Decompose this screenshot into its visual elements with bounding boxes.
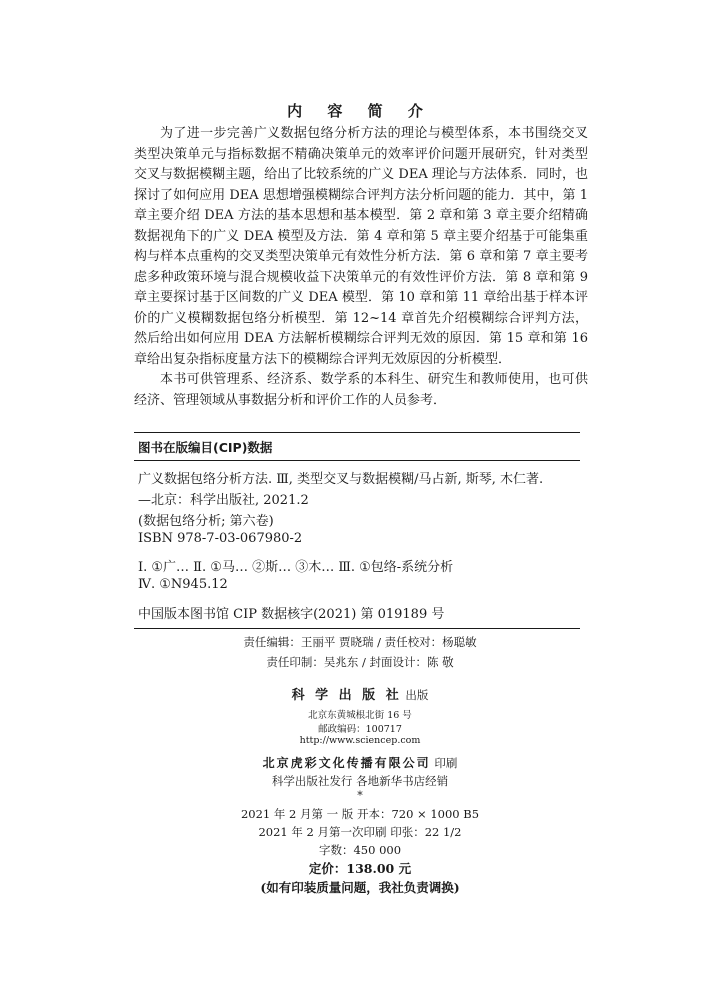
cip-record-number: 中国版本图书馆 CIP 数据核字(2021) 第 019189 号 (138, 607, 445, 622)
intro-paragraph-2: 本书可供管理系、经济系、数学系的本科生、研究生和教师使用，也可供经济、管理领域从事数据分析和评价工作的人员参考． (134, 372, 588, 408)
intro-paragraph-1: 为了进一步完善广义数据包络分析方法的理论与模型体系，本书围绕交叉类型决策单元与指标数据不精确决策单元的效率评价问题开展研究，针对类型交叉与数据模糊主题，给出了比较系统的广义 DEA 理论与方法体系．同时，也探讨了如何应用 DEA 思想增强模糊综合评判方法分析问题的能力．其中，第 1 章主要介绍 DEA 方法的基本思想和基本模型．第 2 章和第 3 章主要介绍精确数据视角下的广义 DEA 模型及方法．第 4 章和第 5 章主要介绍基于可能集重构与样本点重构的交叉类型决策单元有效性分析方法．第 6 章和第 7 章主要考虑多种政策环境与混合规模收益下决策单元的有效性评价方法．第 8 章和第 9 章主要探讨基于区间数的广义 DEA 模型．第 10 章和第 11 章给出基于样本评价的广义模糊数据包络分析模型．第 12~14 章首先介绍模糊综合评判方法，然后给出如何应用 DEA 方法解析模糊综合评判无效的原因．第 15 章和第 16 章给出复杂指标度量方法下的模糊综合评判无效原因的分析模型． (134, 126, 588, 367)
cip-heading-rule (134, 460, 580, 461)
cip-classification-1: Ⅰ. ①广… Ⅱ. ①马… ②斯… ③木… Ⅲ. ①包络-系统分析 (138, 560, 454, 575)
edition-line: 2021 年 2 月第 一 版 开本：720 × 1000 B5 (240, 807, 480, 821)
separator-star: * (357, 789, 363, 802)
intro-text (134, 124, 588, 411)
cip-top-rule (134, 432, 580, 433)
cip-publisher-line: —北京：科学出版社, 2021.2 (138, 493, 309, 508)
distribution-line: 科学出版社发行 各地新华书店经销 (271, 774, 449, 788)
page-title: 内 容 简 介 (287, 102, 433, 120)
credits-editors: 责任编辑：王丽平 贾晓瑞 / 责任校对：杨聪敏 (243, 635, 477, 649)
cip-isbn: ISBN 978-7-03-067980-2 (138, 531, 303, 546)
price: 定价：138.00 元 (308, 861, 412, 876)
printer-suffix: 印刷 (434, 756, 458, 770)
credits-print-design: 责任印制：吴兆东 / 封面设计：陈 敬 (266, 655, 454, 669)
printer-name: 北京虎彩文化传播有限公司 (262, 756, 431, 770)
publisher-url: http://www.sciencep.com (299, 735, 421, 746)
quality-note: (如有印装质量问题，我社负责调换) (260, 880, 460, 895)
cip-bottom-rule (134, 628, 580, 629)
publisher-address: 北京东黄城根北街 16 号 (308, 710, 412, 721)
printer-line (0, 754, 720, 771)
publisher-postcode: 邮政编码：100717 (318, 724, 402, 735)
publisher-line (0, 684, 720, 703)
publisher-name: 科 学 出 版 社 (291, 688, 402, 703)
publisher-suffix: 出版 (405, 688, 429, 702)
cip-title-line: 广义数据包络分析方法. Ⅲ, 类型交叉与数据模糊/马占新, 斯琴, 木仁著. (138, 472, 544, 487)
cip-classification-2: Ⅳ. ①N945.12 (138, 577, 228, 592)
cip-heading: 图书在版编目(CIP)数据 (138, 440, 273, 455)
cip-series-line: (数据包络分析; 第六卷) (138, 514, 274, 529)
word-count: 字数：450 000 (318, 843, 402, 857)
printing-line: 2021 年 2 月第一次印刷 印张：22 1/2 (258, 825, 462, 839)
